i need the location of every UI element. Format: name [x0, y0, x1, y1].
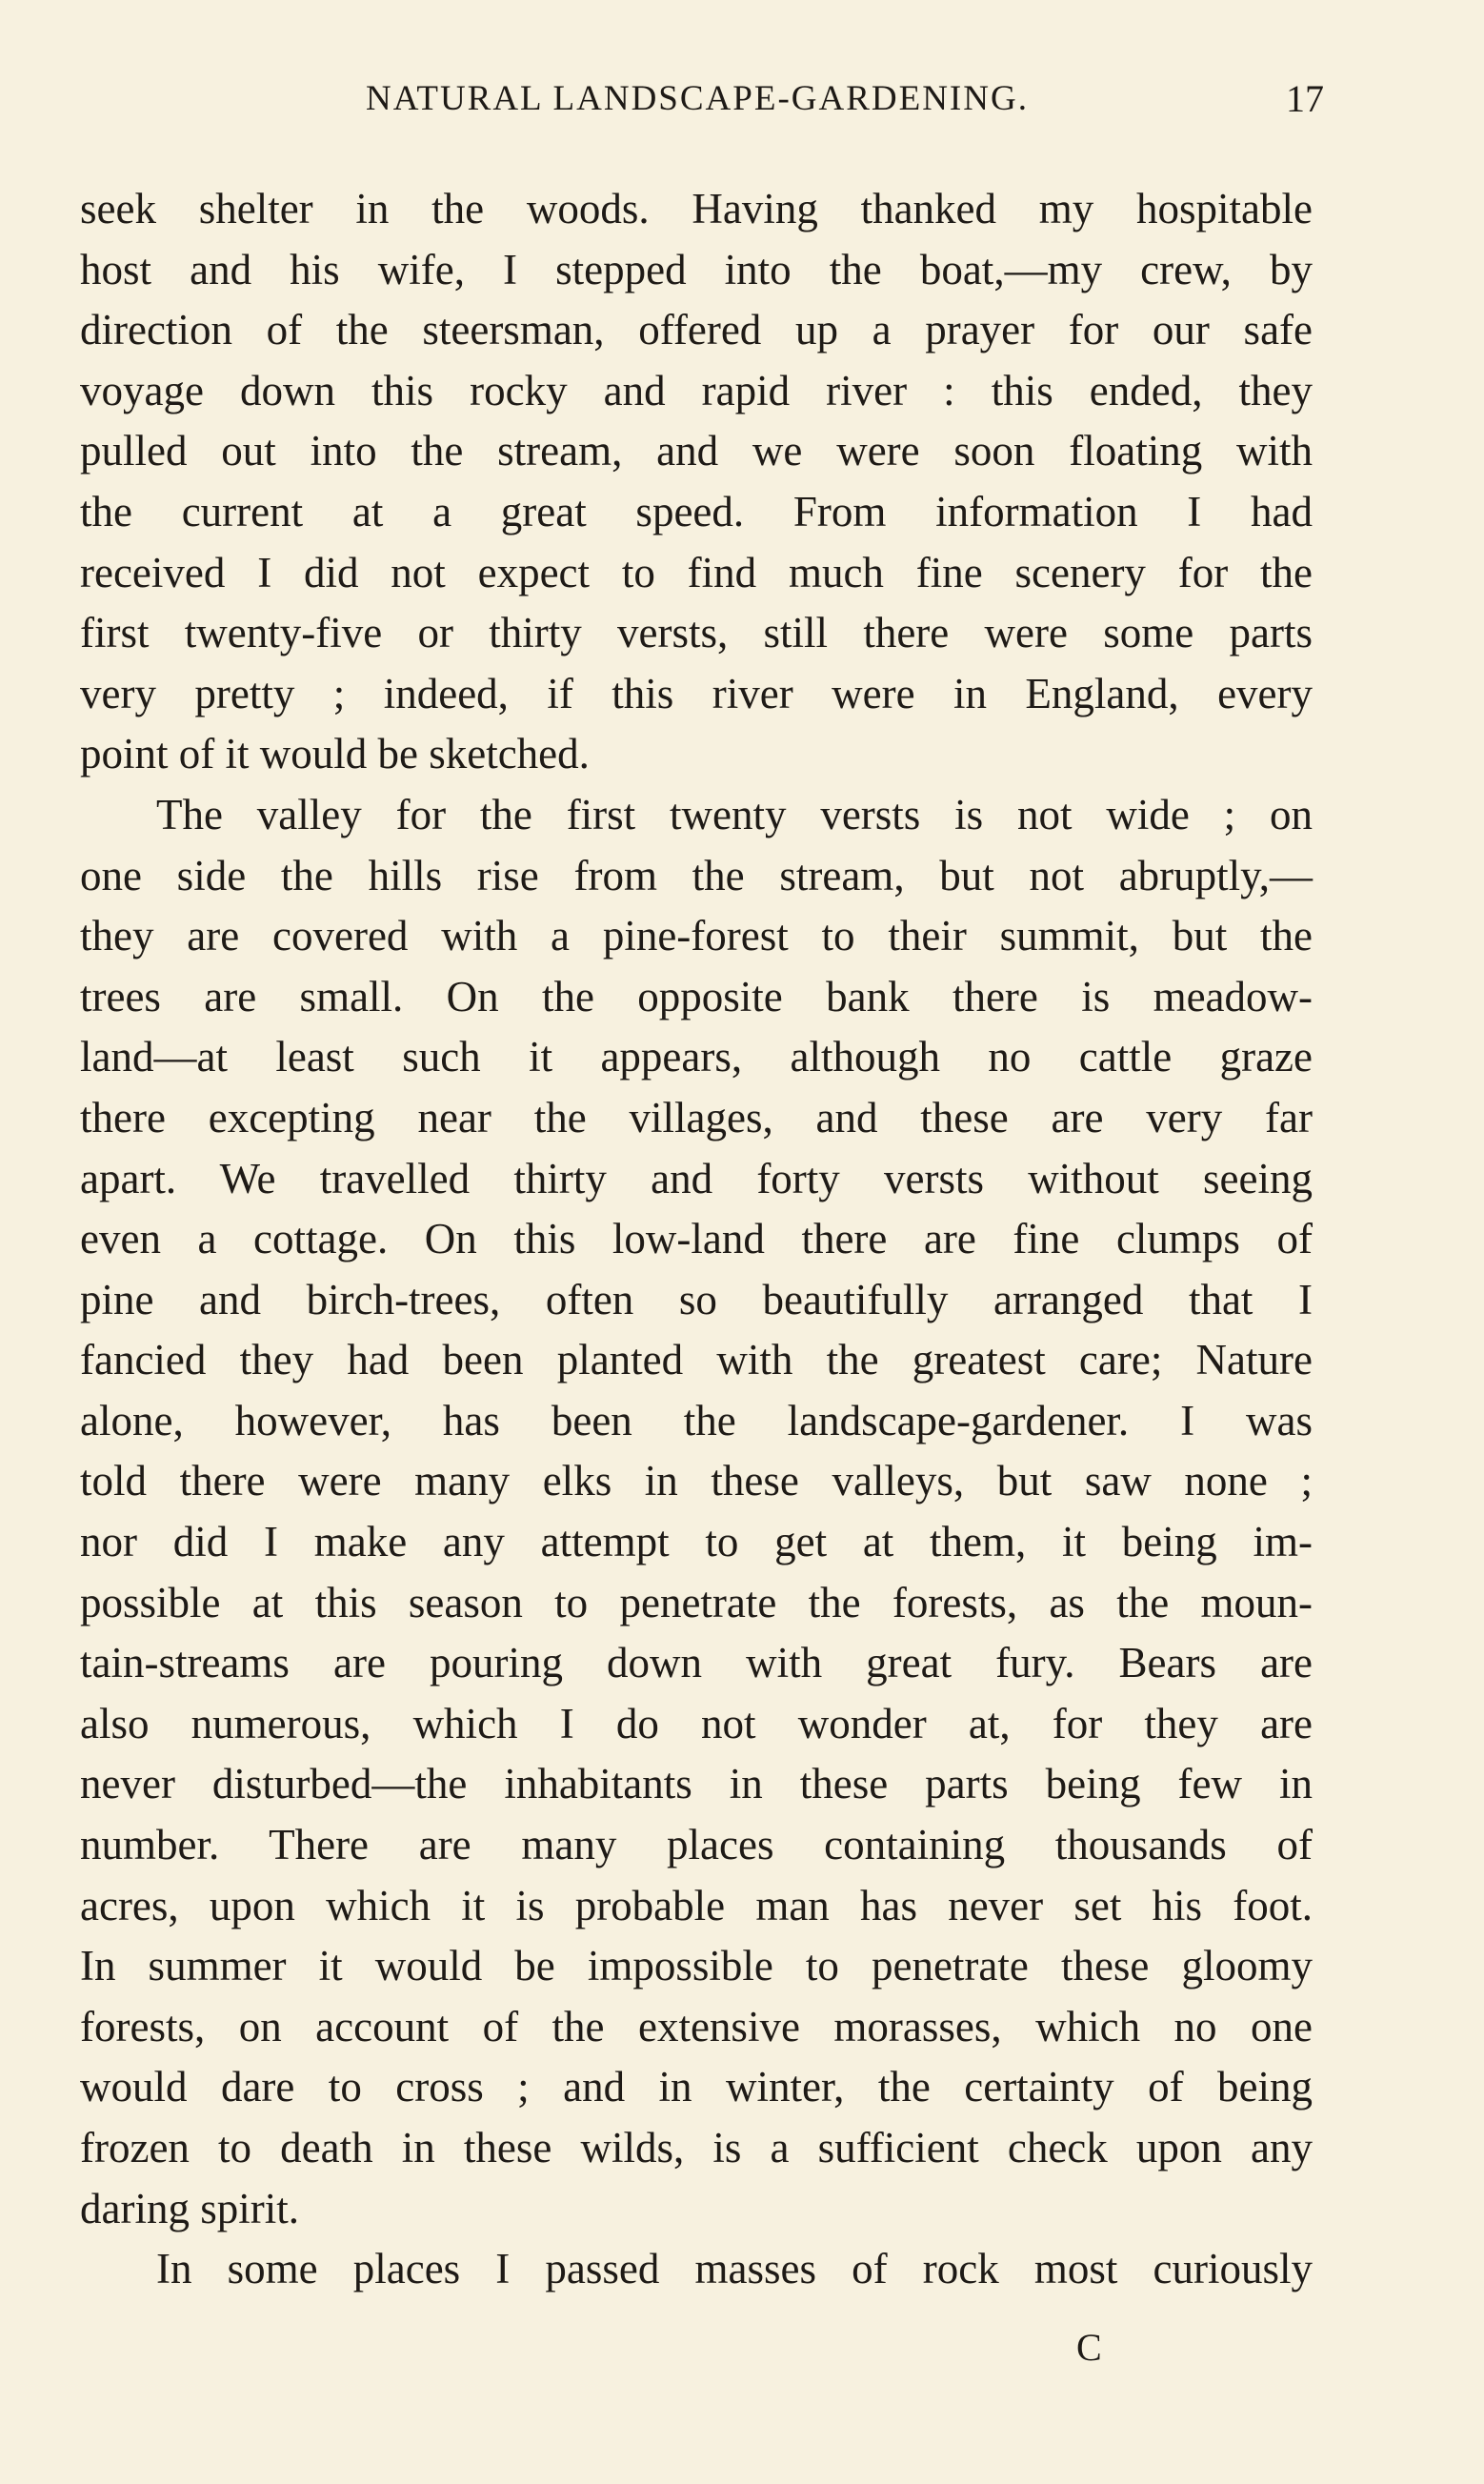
text-line: acres, upon which it is probable man has never set his foot. [80, 1881, 1313, 1929]
text-line: pulled out into the stream, and we were soon floating with [80, 427, 1313, 475]
body-text [80, 179, 1313, 2300]
text-line: apart. We travelled thirty and forty versts without seeing [80, 1154, 1313, 1202]
text-line: frozen to death in these wilds, is a sufficient check upon any [80, 2124, 1313, 2171]
text-line: point of it would be sketched. [80, 730, 590, 778]
running-head [80, 77, 1324, 135]
text-line: voyage down this rocky and rapid river : this ended, they [80, 366, 1313, 414]
running-title: NATURAL LANDSCAPE-GARDENING. [366, 79, 1029, 118]
text-line: one side the hills rise from the stream, but not abruptly,— [80, 851, 1313, 899]
text-line: told there were many elks in these valleys, but saw none ; [80, 1457, 1313, 1505]
text-line: daring spirit. [80, 2184, 299, 2232]
text-line: the current at a great speed. From information I had [80, 487, 1313, 535]
text-line: nor did I make any attempt to get at them, it being im- [80, 1518, 1313, 1566]
text-line: forests, on account of the extensive morasses, which no one [80, 2002, 1313, 2050]
text-line: In summer it would be impossible to penetrate these gloomy [80, 1942, 1313, 1990]
page-number: 17 [1286, 77, 1324, 120]
text-line: also numerous, which I do not wonder at, for they are [80, 1699, 1313, 1747]
text-line: there excepting near the villages, and these are very far [80, 1093, 1313, 1141]
text-line: seek shelter in the woods. Having thanked my hospitable [80, 185, 1313, 232]
signature-mark: C [1076, 2326, 1103, 2369]
text-line: even a cottage. On this low-land there are fine clumps of [80, 1215, 1313, 1263]
text-line: they are covered with a pine-forest to their summit, but the [80, 912, 1313, 960]
text-line: would dare to cross ; and in winter, the certainty of being [80, 2063, 1313, 2111]
text-line: never disturbed—the inhabitants in these parts being few in [80, 1760, 1313, 1808]
text-line: received I did not expect to find much fine scenery for the [80, 548, 1313, 596]
text-line: direction of the steersman, offered up a prayer for our safe [80, 306, 1313, 354]
text-line: number. There are many places containing thousands of [80, 1821, 1313, 1869]
text-line: pine and birch-trees, often so beautifully arranged that I [80, 1275, 1313, 1323]
text-line: trees are small. On the opposite bank there is meadow- [80, 972, 1313, 1020]
text-line: land—at least such it appears, although no cattle graze [80, 1033, 1313, 1081]
text-line: fancied they had been planted with the greatest care; Nature [80, 1336, 1313, 1384]
text-line: alone, however, has been the landscape-gardener. I was [80, 1396, 1313, 1444]
text-line: In some places I passed masses of rock most curiously [156, 2245, 1313, 2293]
text-line: host and his wife, I stepped into the boat,—my crew, by [80, 245, 1313, 293]
text-line: possible at this season to penetrate the forests, as the moun- [80, 1578, 1313, 1626]
text-line: The valley for the first twenty versts is not wide ; on [156, 790, 1313, 838]
text-line: first twenty-five or thirty versts, still there were some parts [80, 609, 1313, 657]
text-line: tain-streams are pouring down with great fury. Bears are [80, 1639, 1313, 1687]
text-line: very pretty ; indeed, if this river were in England, every [80, 669, 1313, 717]
